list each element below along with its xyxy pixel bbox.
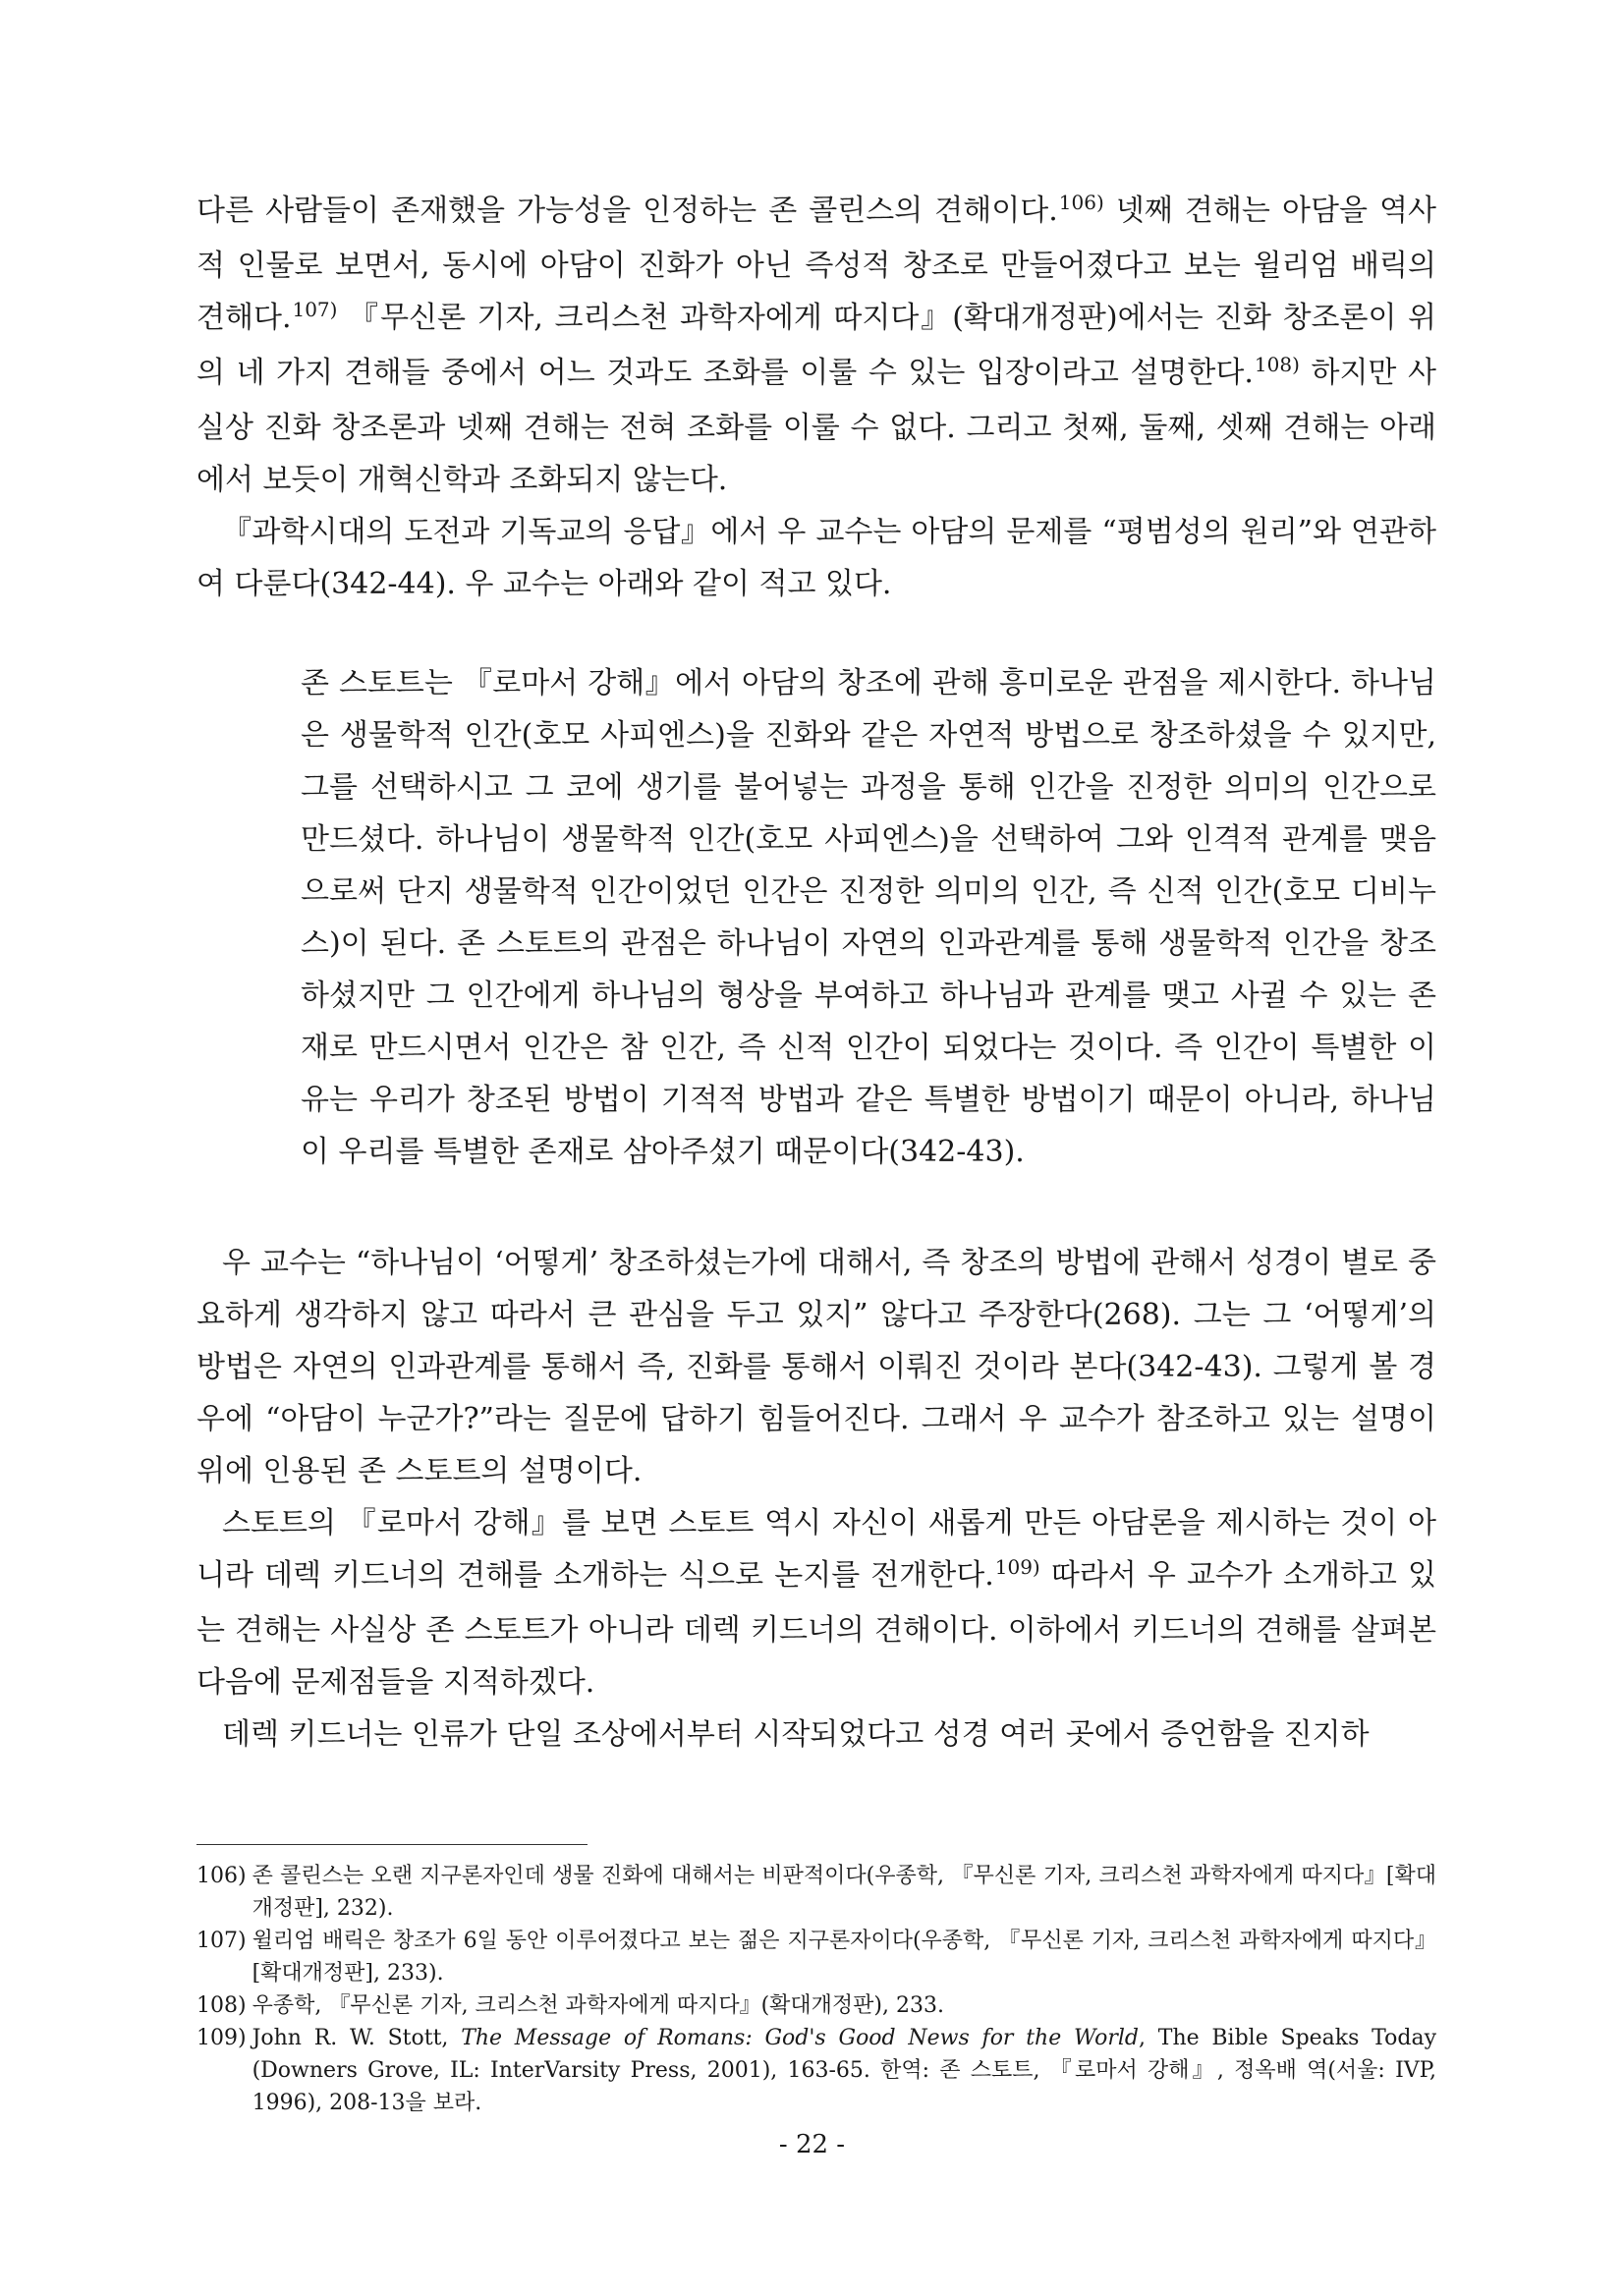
footnote-106 [196, 1860, 1436, 1925]
footnote-number: 106) [196, 1864, 247, 1888]
footnote-text [252, 2022, 1436, 2119]
footnote-divider [196, 1844, 588, 1845]
footnote-number: 109) [196, 2026, 247, 2050]
paragraph [196, 185, 1436, 506]
footnote-text: 윌리엄 배릭은 창조가 6일 동안 이루어졌다고 보는 젊은 지구론자이다(우종학, 『무신론 기자, 크리스천 과학자에게 따지다』[확대개정판], 233). [252, 1929, 1436, 1986]
citation-author: John R. W. Stott, [252, 2026, 462, 2050]
footnote-ref-106[interactable]: 106) [1058, 191, 1104, 214]
citation-title: The Message of Romans: God's Good News for the World [461, 2026, 1140, 2050]
footnote-text: 존 콜린스는 오랜 지구론자인데 생물 진화에 대해서는 비판적이다(우종학, 『무신론 기자, 크리스천 과학자에게 따지다』[확대개정판], 232). [252, 1864, 1436, 1921]
footnote-ref-109[interactable]: 109) [994, 1555, 1040, 1579]
footnote-109 [196, 2022, 1436, 2119]
paragraph-text: 다른 사람들이 존재했을 가능성을 인정하는 존 콜린스의 견해이다. [196, 194, 1058, 228]
paragraph-text: 따라서 우 교수가 소개하고 있는 견해는 사실상 존 스토트가 아니라 데렉 키드너의 견해이다. 이하에서 키드너의 견해를 살펴본 다음에 문제점들을 지적하겠다. [196, 1558, 1436, 1700]
footnote-ref-107[interactable]: 107) [292, 298, 338, 321]
paragraph-text: 『무신론 기자, 크리스천 과학자에게 따지다』(확대개정판)에서는 진화 창조론이 위의 네 가지 견해들 중에서 어느 것과도 조화를 이룰 수 있는 입장이라고 설명한다. [196, 301, 1436, 390]
paragraph: 데렉 키드너는 인류가 단일 조상에서부터 시작되었다고 성경 여러 곳에서 증언함을 진지하 [222, 1717, 1370, 1752]
paragraph: 『과학시대의 도전과 기독교의 응답』에서 우 교수는 아담의 문제를 “평범성의 원리”와 연관하여 다룬다(342-44). 우 교수는 아래와 같이 적고 있다. [196, 515, 1436, 601]
footnote-number: 107) [196, 1929, 247, 1953]
paragraph-text: 넷째 견해는 아담을 역사적 인물로 보면서, 동시에 아담이 진화가 아닌 즉성적 창조로 만들어졌다고 보는 윌리엄 배릭의 견해다. [196, 194, 1436, 335]
paragraph-text: 스토트의 『로마서 강해』를 보면 스토트 역시 자신이 새롭게 만든 아담론을 제시하는 것이 아니라 데렉 키드너의 견해를 소개하는 식으로 논지를 전개한다. [196, 1506, 1436, 1593]
footnote-number: 108) [196, 1993, 247, 2018]
page-number: - 22 - [778, 2130, 846, 2159]
quote-text: 존 스토트는 『로마서 강해』에서 아담의 창조에 관해 흥미로운 관점을 제시한다. 하나님은 생물학적 인간(호모 사피엔스)을 진화와 같은 자연적 방법으로 창조하셨을 수 있지만, 그를 선택하시고 그 코에 생기를 불어넣는 과정을 통해 인간을 진정한 의미의 인간으로 만드셨다. 하나님이 생물학적 인간(호모 사피엔스)을 선택하여 그와 인격적 관계를 맺음으로써 단지 생물학적 인간이었던 인간은 진정한 의미의 인간, 즉 신적 인간(호모 디비누스)이 된다. 존 스토트의 관점은 하나님이 자연의 인과관계를 통해 생물학적 인간을 창조하셨지만 그 인간에게 하나님의 형상을 부여하고 하나님과 관계를 맺고 사귈 수 있는 존재로 만드시면서 인간은 참 인간, 즉 신적 인간이 되었다는 것이다. 즉 인간이 특별한 이유는 우리가 창조된 방법이 기적적 방법과 같은 특별한 방법이기 때문이 아니라, 하나님이 우리를 특별한 존재로 삼아주셨기 때문이다(342-43). [301, 666, 1436, 1169]
citation-details: , The Bible Speaks Today (Downers Grove, IL: InterVarsity Press, 2001), 163-65. 한역: 존 스토트, 『로마서 강해』, 정옥배 역(서울: IVP, 1996), 208-13을 보라. [252, 2026, 1437, 2115]
footnote-text: 우종학, 『무신론 기자, 크리스천 과학자에게 따지다』(확대개정판), 233. [252, 1993, 944, 2018]
paragraph: 우 교수는 “하나님이 ‘어떻게’ 창조하셨는가에 대해서, 즉 창조의 방법에 관해서 성경이 별로 중요하게 생각하지 않고 따라서 큰 관심을 두고 있지” 않다고 주장한다(268). 그는 그 ‘어떻게’의 방법은 자연의 인과관계를 통해서 즉, 진화를 통해서 이뤄진 것이라 본다(342-43). 그렇게 볼 경우에 “아담이 누군가?”라는 질문에 답하기 힘들어진다. 그래서 우 교수가 참조하고 있는 설명이 위에 인용된 존 스토트의 설명이다. [196, 1246, 1436, 1488]
footnote-108 [196, 1989, 1436, 2022]
paragraph-text: 하지만 사실상 진화 창조론과 넷째 견해는 전혀 조화를 이룰 수 없다. 그리고 첫째, 둘째, 셋째 견해는 아래에서 보듯이 개혁신학과 조화되지 않는다. [196, 356, 1436, 497]
footnotes [196, 1860, 1436, 2119]
footnote-107 [196, 1925, 1436, 1989]
block-quote [301, 657, 1436, 1178]
main-body-text [196, 185, 1436, 1761]
paragraph [196, 1497, 1436, 1708]
footnote-ref-108[interactable]: 108) [1254, 353, 1300, 376]
